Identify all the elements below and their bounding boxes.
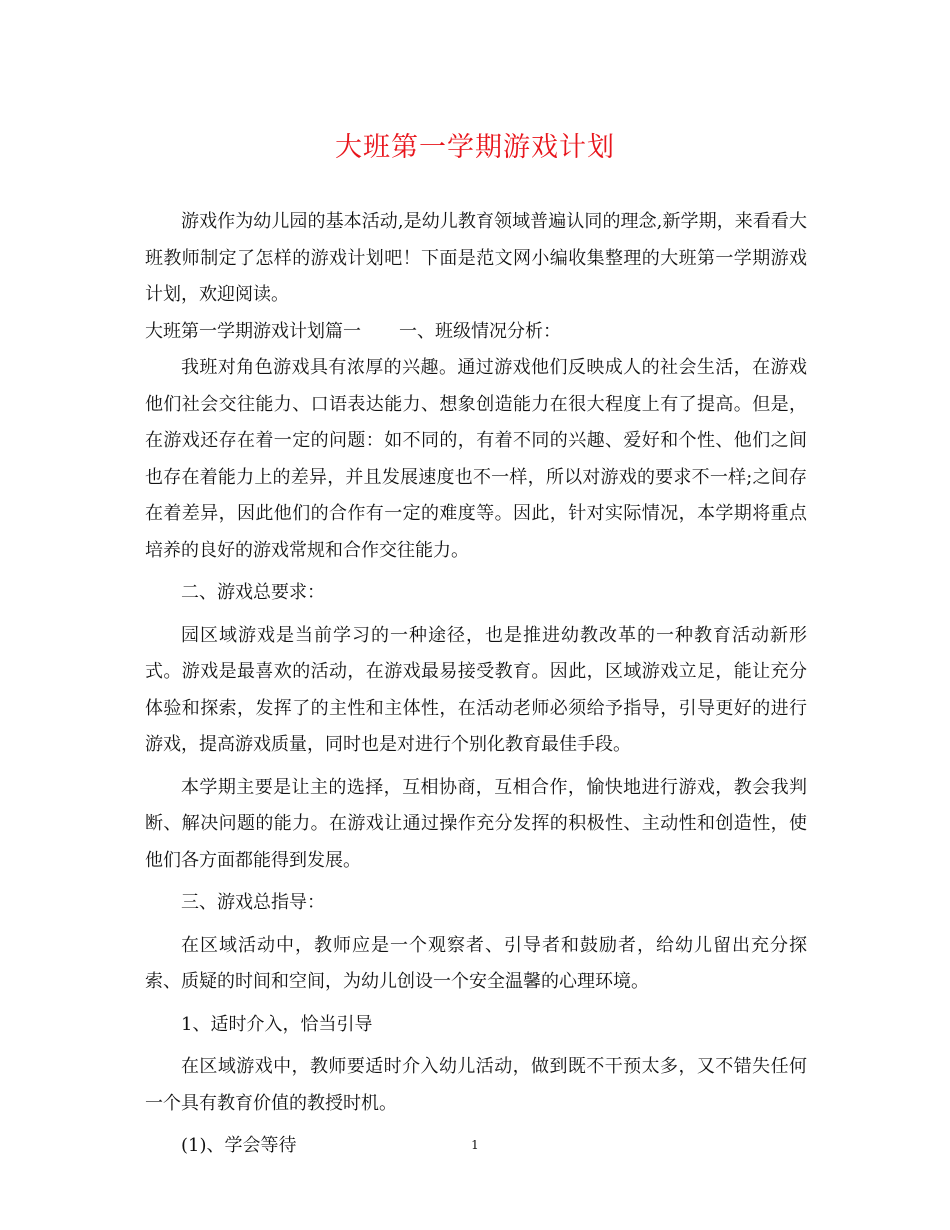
semester-goal-paragraph: 本学期主要是让主的选择，互相协商，互相合作，愉快地进行游戏，教会我判断、解决问题的能力。在游戏让通过操作充分发挥的积极性、主动性和创造性，使他们各方面都能得到发展。	[145, 776, 807, 871]
class-analysis-paragraph: 我班对角色游戏具有浓厚的兴趣。通过游戏他们反映成人的社会生活，在游戏他们社会交往能力、口语表达能力、想象创造能力在很大程度上有了提高。但是，在游戏还存在着一定的问题：如不同的，有着不同的兴趣、爱好和个性、他们之间也存在着能力上的差异，并且发展速度也不一样，所以对游戏的要求不一样;之间存在着差异，因此他们的合作有一定的难度等。因此，针对实际情况，本学期将重点培养的良好的游戏常规和合作交往能力。	[145, 357, 807, 561]
section-heading	[145, 314, 807, 351]
section-subtitle: 一、班级情况分析：	[399, 320, 561, 342]
intro-paragraph: 游戏作为幼儿园的基本活动,是幼儿教育领域普遍认同的理念,新学期，来看看大班教师制定了怎样的游戏计划吧！下面是范文网小编收集整理的大班第一学期游戏计划，欢迎阅读。	[145, 211, 807, 305]
document-title: 大班第一学期游戏计划	[335, 132, 615, 163]
general-requirements-heading: 二、游戏总要求：	[181, 582, 325, 603]
general-guidance-heading: 三、游戏总指导：	[181, 892, 325, 913]
general-guidance-paragraph: 在区域活动中，教师应是一个观察者、引导者和鼓励者，给幼儿留出充分探索、质疑的时间和空间，为幼儿创设一个安全温馨的心理环境。	[145, 934, 807, 992]
document-body	[145, 204, 807, 1165]
timely-intervention-heading: 1、适时介入，恰当引导	[181, 1013, 373, 1035]
learn-to-wait-heading: (1)、学会等待	[181, 1135, 297, 1156]
section-title: 大班第一学期游戏计划篇一	[145, 320, 361, 342]
timely-intervention-paragraph: 在区域游戏中，教师要适时介入幼儿活动，做到既不干预太多，又不错失任何一个具有教育价值的教授时机。	[145, 1056, 807, 1114]
general-requirements-paragraph: 园区域游戏是当前学习的一种途径，也是推进幼教改革的一种教育活动新形式。游戏是最喜欢的活动，在游戏最易接受教育。因此，区域游戏立足，能让充分体验和探索，发挥了的主性和主体性，在活动老师必须给予指导，引导更好的进行游戏，提高游戏质量，同时也是对进行个别化教育最佳手段。	[145, 624, 807, 755]
page-number: 1	[471, 1138, 479, 1152]
